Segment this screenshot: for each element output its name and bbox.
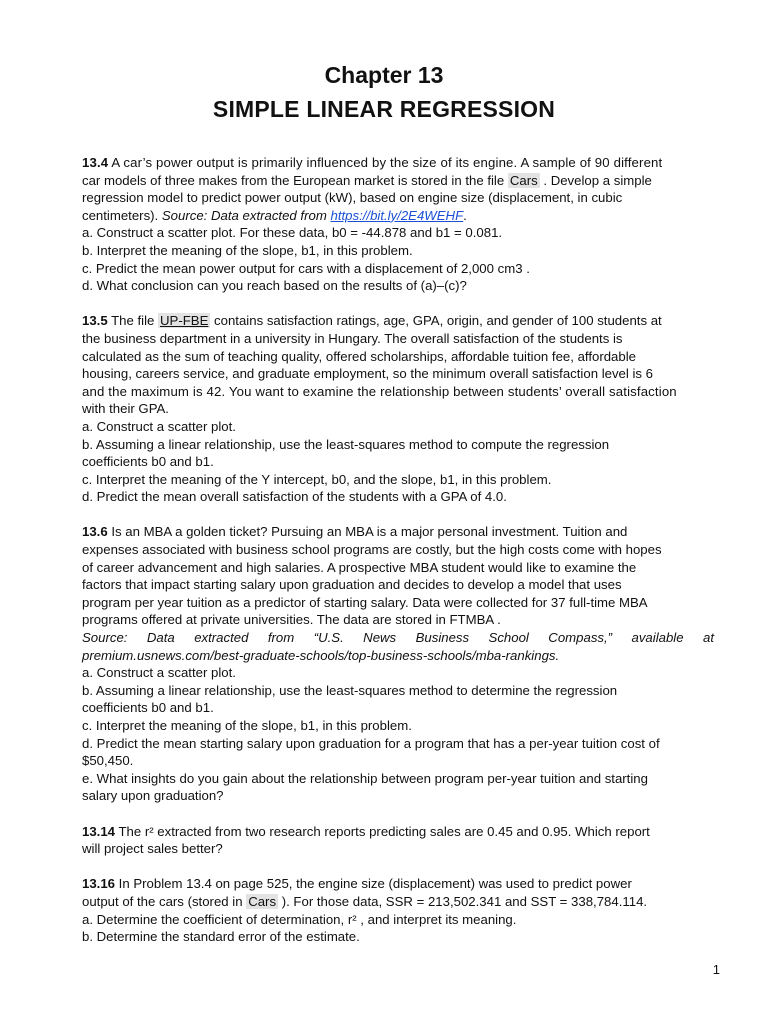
problem-line	[82, 207, 714, 225]
question-a: a. Determine the coefficient of determination, r² , and interpret its meaning.	[82, 911, 517, 927]
problem-text: ). For those data, SSR = 213,502.341 and SST = 338,784.114.	[278, 893, 648, 909]
question-d: d. Predict the mean overall satisfaction of the students with a GPA of 4.0.	[82, 489, 507, 505]
question-a: a. Construct a scatter plot. For these data, b0 = -44.878 and b1 = 0.081.	[82, 225, 503, 241]
data-file-name: Cars	[509, 172, 538, 188]
problem-13-14	[82, 823, 714, 858]
problem-line	[82, 154, 714, 172]
problem-text: .	[463, 207, 467, 223]
problem-number: 13.6	[82, 524, 108, 540]
question-e-continued: salary upon graduation?	[82, 788, 224, 804]
title-block	[0, 60, 768, 124]
question-a: a. Construct a scatter plot.	[82, 665, 236, 681]
problem-text: Is an MBA a golden ticket? Pursuing an MBA is a major personal investment. Tuition and	[107, 524, 628, 540]
problem-text: centimeters).	[82, 207, 162, 223]
problem-line: factors that impact starting salary upon graduation and decides to develop a model that uses	[82, 577, 622, 593]
data-file-name: Cars	[248, 893, 277, 909]
problem-13-5	[82, 312, 714, 506]
problem-number: 13.5	[82, 313, 108, 329]
problem-13-16	[82, 875, 714, 945]
problem-line: and the maximum is 42. You want to examine the relationship between students’ overall satisfaction	[82, 383, 677, 399]
problem-line: will project sales better?	[82, 841, 223, 857]
problem-line	[82, 312, 714, 330]
problem-text: The file	[107, 313, 159, 329]
document-body	[82, 154, 714, 963]
chapter-subtitle: SIMPLE LINEAR REGRESSION	[212, 96, 556, 122]
problem-line	[82, 172, 714, 190]
question-b-continued: coefficients b0 and b1.	[82, 700, 214, 716]
problem-text: A car’s power output is primarily influenced by the size of its engine. A sample of 90 different	[108, 155, 663, 170]
question-c: c. Interpret the meaning of the slope, b1, in this problem.	[82, 718, 412, 733]
source-link[interactable]: https://bit.ly/2E4WEHF	[330, 207, 464, 223]
source-url: premium.usnews.com/best-graduate-schools/top-business-schools/mba-rankings.	[82, 647, 560, 663]
problem-number: 13.4	[82, 155, 109, 170]
problem-line: housing, careers service, and graduate employment, so the minimum overall satisfaction level is 6	[82, 366, 653, 382]
problem-line: program per year tuition as a predictor of starting salary. Data were collected for 37 full-time MBA	[82, 594, 648, 610]
problem-line: with their GPA.	[82, 401, 169, 417]
problem-number: 13.16	[82, 876, 116, 892]
problem-line	[82, 823, 714, 841]
problem-number: 13.14	[82, 823, 116, 839]
problem-text: car models of three makes from the European market is stored in the file	[82, 172, 508, 188]
question-b: b. Assuming a linear relationship, use the least-squares method to compute the regression	[82, 436, 610, 452]
question-c: c. Predict the mean power output for cars with a displacement of 2,000 cm3 .	[82, 260, 530, 276]
problem-line: programs offered at private universities. The data are stored in FTMBA .	[82, 612, 501, 628]
problem-line: the business department in a university in Hungary. The overall satisfaction of the students is	[82, 330, 623, 346]
source-label: Source: Data extracted from	[161, 207, 331, 223]
page-number: 1	[712, 962, 720, 977]
chapter-title: Chapter 13	[324, 62, 444, 88]
question-d: d. Predict the mean starting salary upon graduation for a program that has a per-year tuition cost of	[82, 735, 660, 751]
problem-line: regression model to predict power output (kW), based on engine size (displacement, in cubic	[82, 190, 623, 206]
question-b: b. Interpret the meaning of the slope, b1, in this problem.	[82, 242, 413, 258]
question-b: b. Assuming a linear relationship, use the least-squares method to determine the regression	[82, 682, 618, 698]
question-d-continued: $50,450.	[82, 753, 134, 769]
question-a: a. Construct a scatter plot.	[82, 418, 236, 434]
question-b-continued: coefficients b0 and b1.	[82, 454, 214, 470]
problem-line	[82, 875, 714, 893]
source-citation: Source: Data extracted from “U.S. News Business School Compass,” available at	[82, 630, 714, 646]
problem-text: In Problem 13.4 on page 525, the engine size (displacement) was used to predict power	[115, 876, 632, 892]
problem-13-6	[82, 523, 714, 805]
problem-text: The r² extracted from two research reports predicting sales are 0.45 and 0.95. Which report	[115, 823, 650, 839]
question-c: c. Interpret the meaning of the Y intercept, b0, and the slope, b1, in this problem.	[82, 471, 552, 487]
problem-line: calculated as the sum of teaching quality, offered scholarships, affordable tuition fee, affordable	[82, 348, 636, 364]
problem-text: output of the cars (stored in	[82, 893, 247, 909]
problem-line: expenses associated with business school programs are costly, but the high costs come with hopes	[82, 542, 662, 558]
data-file-name: UP-FBE	[160, 313, 209, 329]
problem-line	[82, 523, 714, 541]
problem-line: of career advancement and high salaries. A prospective MBA student would like to examine the	[82, 559, 637, 575]
problem-text: . Develop a simple	[539, 172, 652, 188]
problem-text: contains satisfaction ratings, age, GPA, origin, and gender of 100 students at	[210, 313, 662, 329]
question-b: b. Determine the standard error of the estimate.	[82, 929, 360, 945]
question-e: e. What insights do you gain about the relationship between program per-year tuition and starting	[82, 770, 648, 786]
problem-13-4	[82, 154, 714, 295]
problem-line	[82, 893, 714, 911]
question-d: d. What conclusion can you reach based on the results of (a)–(c)?	[82, 278, 467, 294]
